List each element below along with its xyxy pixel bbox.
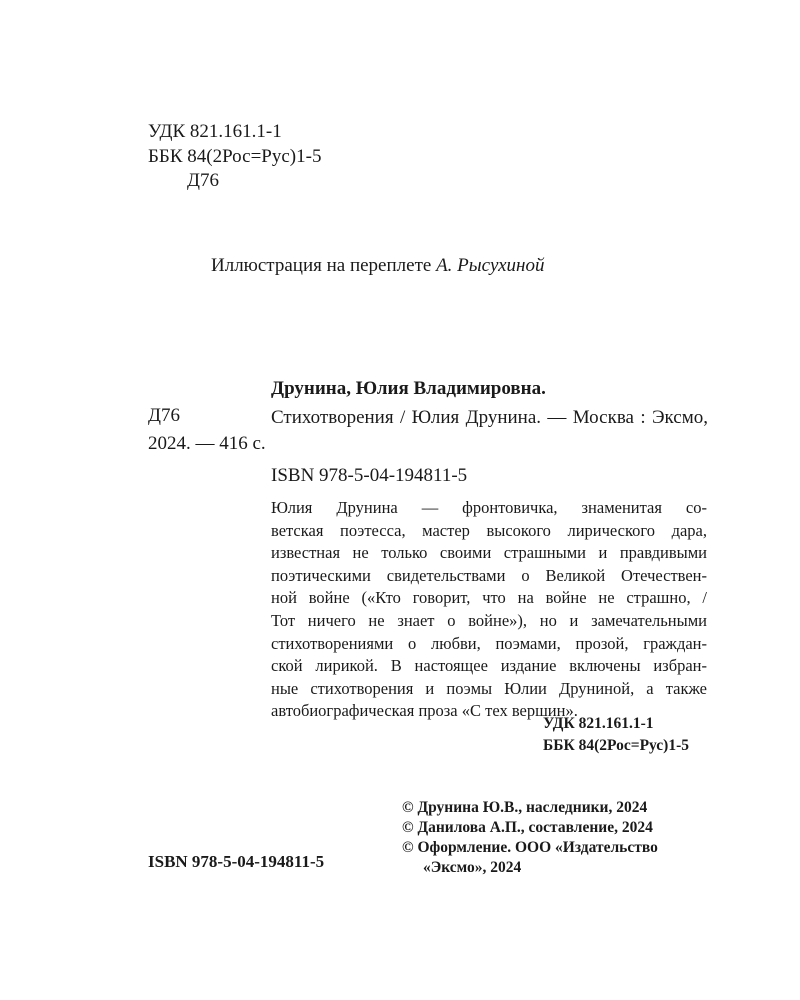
illustration-credit	[211, 255, 545, 277]
bib-description: Стихотворения / Юлия Друнина. — Москва : Эксмо, 2024. — 416 с.	[148, 407, 708, 454]
illustration-prefix: Иллюстрация на переплете	[211, 255, 437, 276]
footer-udk: УДК 821.161.1-1	[543, 715, 654, 732]
bib-author-sign: Д76	[148, 405, 180, 426]
illustration-artist: А. Рысухиной	[436, 255, 545, 276]
copyright-line: © Друнина Ю.В., наследники, 2024	[402, 799, 648, 816]
copyright-line: © Данилова А.П., составление, 2024	[402, 819, 653, 836]
bib-isbn: ISBN 978-5-04-194811-5	[271, 465, 468, 486]
copyright-line: © Оформление. ООО «Издательство	[402, 839, 658, 856]
bib-heading: Друнина, Юлия Владимировна.	[271, 378, 546, 399]
footer-isbn: ISBN 978-5-04-194811-5	[148, 852, 325, 871]
annotation-line: ной войне («Кто говорит, что на войне не страшно, /	[271, 588, 707, 608]
author-sign: Д76	[187, 170, 219, 191]
annotation-line: ской лирикой. В настоящее издание включены избран-	[271, 656, 707, 676]
annotation-line: ные стихотворения и поэмы Юлии Друниной, а также	[271, 678, 707, 698]
annotation-line: поэтическими свидетельствами о Великой Отечествен-	[271, 565, 707, 585]
annotation-line: Юлия Друнина — фронтовичка, знаменитая со-	[271, 498, 707, 517]
udk-code: УДК 821.161.1-1	[148, 121, 282, 142]
annotation-line: ветская поэтесса, мастер высокого лирического дара,	[271, 520, 707, 540]
annotation-line: известная не только своими страшными и правдивыми	[271, 543, 707, 563]
annotation-line: автобиографическая проза «С тех вершин».	[271, 701, 578, 721]
bbk-code: ББК 84(2Рос=Рус)1-5	[148, 146, 322, 167]
annotation-line: стихотворениями о любви, поэмами, прозой, граждан-	[271, 633, 707, 653]
copyright-line: «Эксмо», 2024	[423, 859, 522, 876]
footer-bbk: ББК 84(2Рос=Рус)1-5	[543, 737, 690, 754]
annotation	[271, 497, 707, 723]
annotation-line: Тот ничего не знает о войне»), но и замечательными	[271, 610, 707, 630]
